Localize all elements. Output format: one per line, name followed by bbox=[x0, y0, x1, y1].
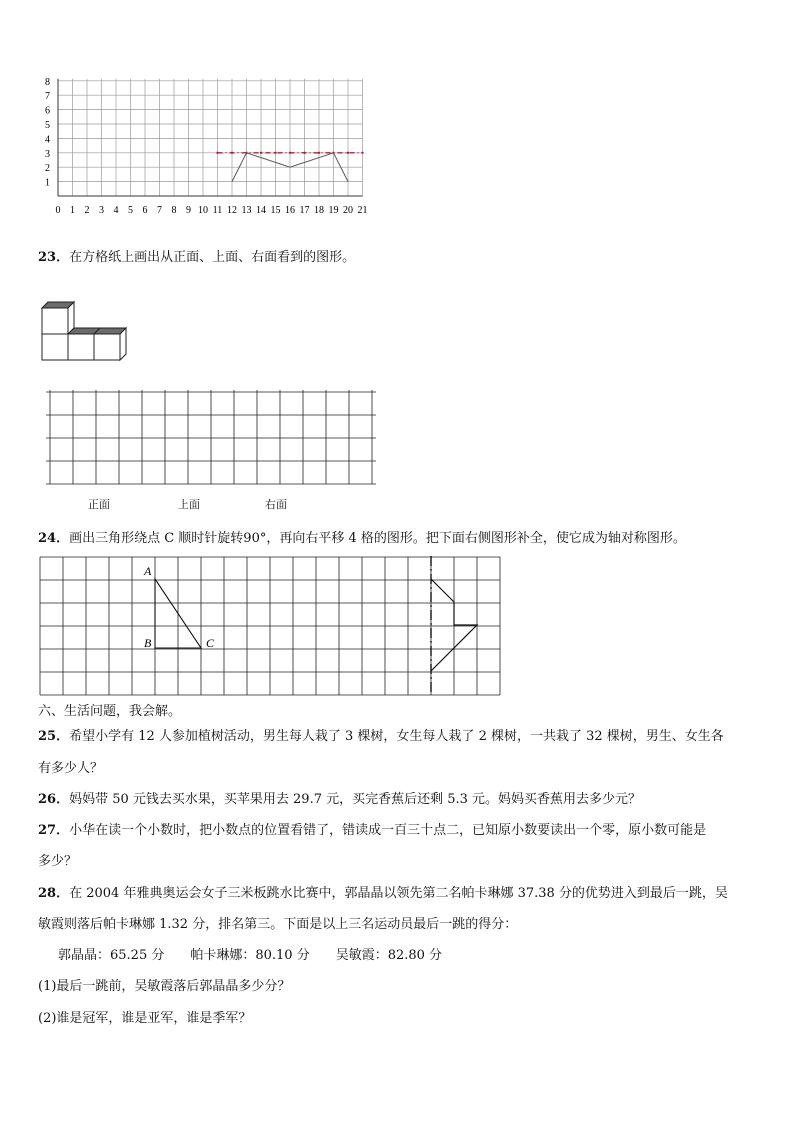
y-tick-label: 5 bbox=[45, 120, 50, 131]
x-tick-label: 10 bbox=[198, 205, 208, 216]
x-tick-label: 16 bbox=[285, 205, 295, 216]
section-6-title: 六、生活问题，我会解。 bbox=[38, 704, 182, 719]
question-27-line2: 多少？ bbox=[38, 854, 78, 869]
cube-stack-figure bbox=[38, 296, 138, 366]
x-tick-labels bbox=[56, 205, 368, 216]
y-tick-label: 2 bbox=[45, 163, 50, 175]
question-number: 28． bbox=[38, 886, 70, 901]
question-27 bbox=[38, 821, 706, 841]
transformation-grid-q24 bbox=[38, 556, 504, 698]
x-tick-label: 6 bbox=[142, 205, 148, 216]
question-number: 27． bbox=[38, 823, 70, 838]
x-tick-label: 11 bbox=[212, 205, 223, 216]
question-number: 26． bbox=[38, 792, 70, 807]
x-tick-label: 14 bbox=[256, 205, 266, 216]
drawing-grid-q23 bbox=[46, 390, 376, 486]
x-tick-label: 3 bbox=[99, 205, 104, 216]
y-tick-label: 6 bbox=[45, 105, 50, 117]
x-tick-label: 19 bbox=[328, 205, 339, 216]
y-tick-label: 7 bbox=[45, 91, 50, 103]
question-text: 在方格纸上画出从正面、上面、右面看到的图形。 bbox=[69, 250, 356, 265]
grid-lines bbox=[58, 79, 363, 196]
dash-dot bbox=[231, 152, 233, 154]
question-25 bbox=[38, 727, 724, 747]
question-28-line2: 敏霞则落后帕卡琳娜 1.32 分，排名第三。下面是以上三名运动员最后一跳的得分： bbox=[38, 917, 518, 932]
dash-dot bbox=[361, 152, 363, 154]
question-text: 希望小学有 12 人参加植树活动，男生每人栽了 3 棵树，女生每人栽了 2 棵树，一共栽了 32 棵树，男生、女生各 bbox=[69, 729, 724, 744]
x-tick-label: 4 bbox=[113, 205, 119, 216]
x-tick-label: 8 bbox=[171, 205, 177, 216]
question-number: 23． bbox=[38, 250, 70, 265]
view-label-right: 右面 bbox=[265, 498, 287, 511]
question-28 bbox=[38, 884, 728, 904]
question-24 bbox=[38, 529, 686, 549]
x-tick-label: 0 bbox=[55, 205, 61, 216]
question-number: 24． bbox=[38, 531, 70, 546]
dash-dot bbox=[260, 152, 262, 154]
question-28-sub1: (1)最后一跳前，吴敏霞落后郭晶晶多少分？ bbox=[38, 979, 291, 994]
x-tick-label: 9 bbox=[186, 205, 191, 216]
question-text: 小华在读一个小数时，把小数点的位置看错了，错读成一百三十点二，已知原小数要读出一个零，原小数可能是 bbox=[69, 823, 707, 838]
label-a: A bbox=[144, 564, 152, 578]
dash-dot bbox=[216, 152, 218, 154]
x-tick-label: 5 bbox=[128, 205, 133, 216]
question-text: 在 2004 年雅典奥运会女子三米板跳水比赛中，郭晶晶以领先第二名帕卡琳娜 37.38 分的优势进入到最后一跳，吴 bbox=[69, 886, 728, 901]
x-tick-label: 15 bbox=[270, 205, 281, 216]
question-25-line2: 有多少人？ bbox=[38, 761, 104, 776]
x-tick-label: 21 bbox=[357, 205, 368, 216]
dashed-line bbox=[216, 152, 363, 154]
x-tick-label: 17 bbox=[299, 205, 310, 216]
x-tick-label: 20 bbox=[343, 205, 353, 216]
axes bbox=[58, 79, 363, 196]
coordinate-grid-figure bbox=[30, 76, 370, 228]
label-c: C bbox=[206, 636, 215, 650]
x-tick-label: 13 bbox=[241, 205, 252, 216]
question-text: 妈妈带 50 元钱去买水果，买苹果用去 29.7 元，买完香蕉后还剩 5.3 元。妈妈买香蕉用去多少元？ bbox=[69, 792, 642, 807]
question-23 bbox=[38, 248, 355, 268]
view-label-top: 上面 bbox=[178, 498, 200, 511]
dash-dot bbox=[289, 152, 291, 154]
y-tick-label: 8 bbox=[45, 76, 50, 88]
y-tick-labels bbox=[45, 77, 50, 189]
label-b: B bbox=[144, 636, 152, 650]
x-tick-label: 1 bbox=[70, 205, 75, 216]
question-number: 25． bbox=[38, 729, 70, 744]
x-tick-label: 18 bbox=[314, 205, 324, 216]
dash-dot bbox=[303, 152, 305, 154]
dash-dot bbox=[318, 152, 320, 154]
question-26 bbox=[38, 790, 641, 810]
dash-dot bbox=[347, 152, 349, 154]
y-tick-label: 3 bbox=[45, 148, 50, 160]
question-28-sub2: (2)谁是冠军，谁是亚军，谁是季军？ bbox=[38, 1011, 252, 1026]
y-tick-label: 1 bbox=[45, 177, 50, 189]
x-tick-label: 2 bbox=[84, 205, 90, 216]
x-tick-label: 12 bbox=[227, 205, 237, 216]
dash-dot bbox=[274, 152, 276, 154]
question-28-scores: 郭晶晶：65.25 分 帕卡琳娜：80.10 分 吴敏霞：82.80 分 bbox=[58, 948, 443, 963]
view-label-front: 正面 bbox=[88, 498, 110, 511]
question-text: 画出三角形绕点 C 顺时针旋转90°，再向右平移 4 格的图形。把下面右侧图形补全，使它成为轴对称图形。 bbox=[69, 531, 686, 546]
y-tick-label: 4 bbox=[45, 134, 50, 146]
x-tick-label: 7 bbox=[157, 205, 162, 216]
